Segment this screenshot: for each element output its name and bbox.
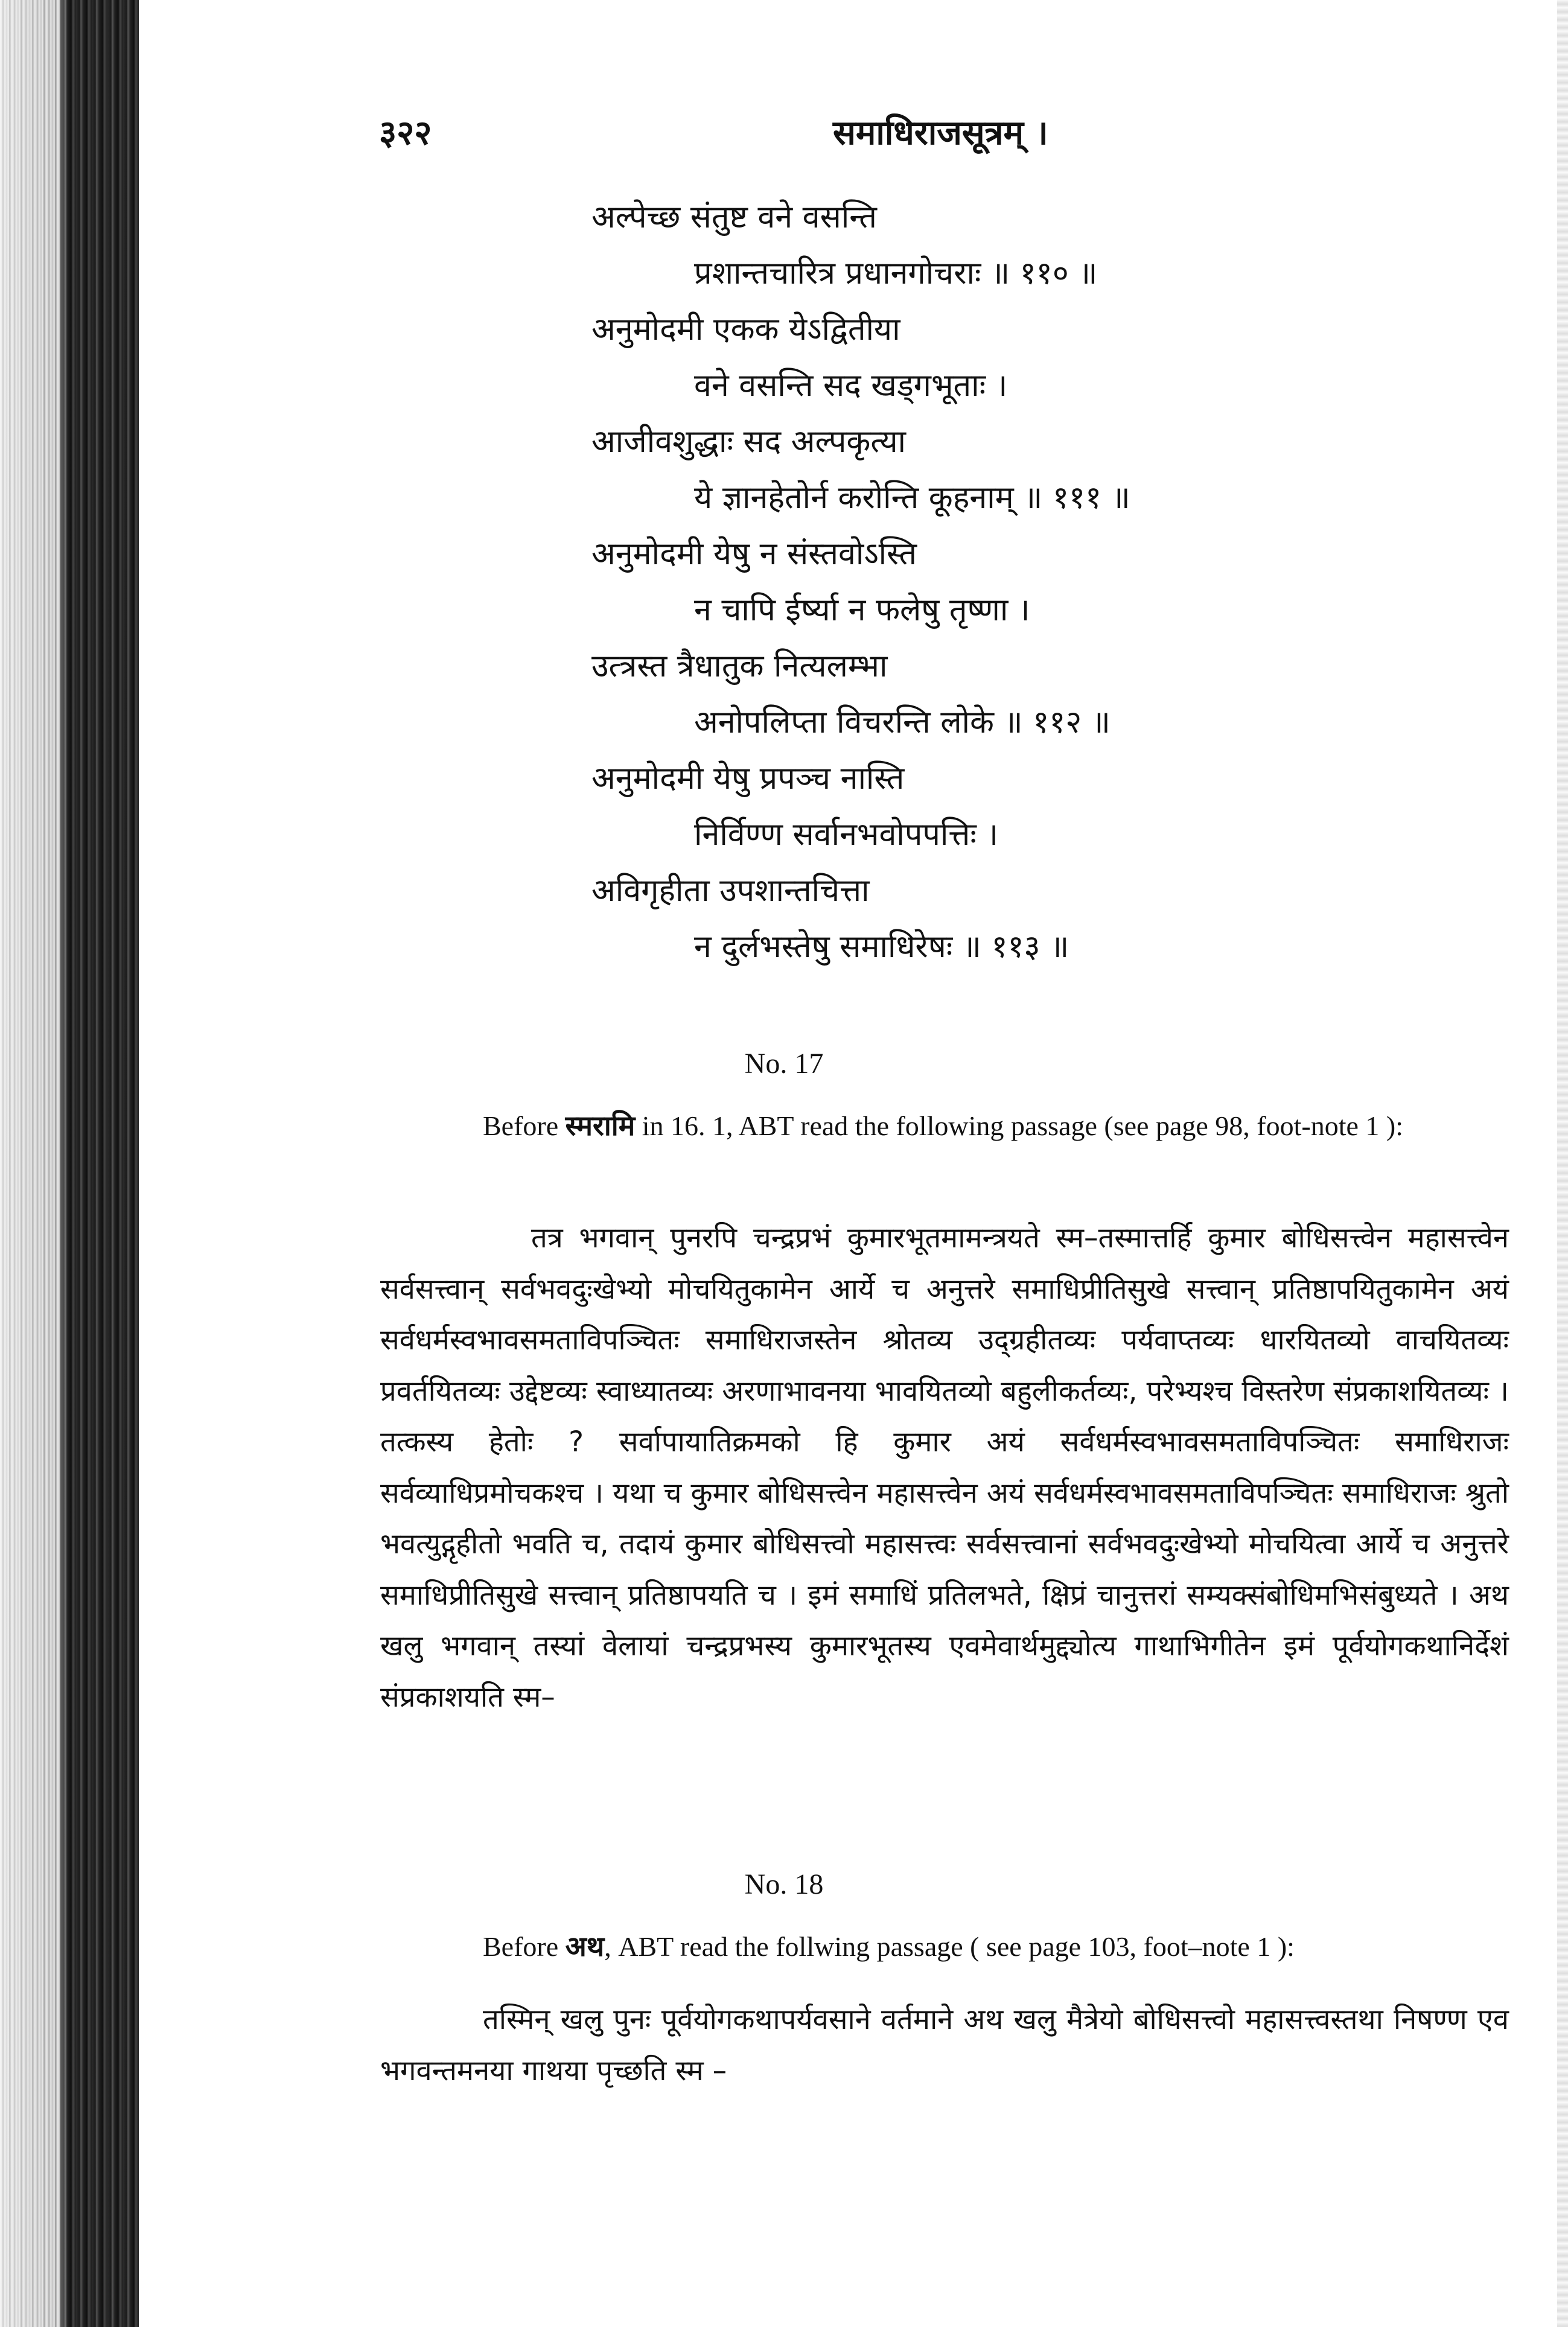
scan-binding-gutter: [60, 0, 139, 2327]
verse-line: प्रशान्तचारित्र प्रधानगोचराः ॥ ११० ॥: [694, 255, 1098, 291]
note-keyword: स्मरामि: [565, 1109, 636, 1142]
note-text: in 16. 1, ABT read the following passage (see page 98, foot-note 1 ):: [635, 1110, 1404, 1141]
verse-line: अनुमोदमी येषु न संस्तवोऽस्ति: [591, 536, 917, 572]
note-18: [380, 1925, 1509, 1968]
passage-18: [380, 1994, 1509, 2096]
section-heading-17: No. 17: [744, 1048, 824, 1080]
verse-line: अविगृहीता उपशान्तचित्ता: [591, 873, 870, 909]
scan-right-edge: [1557, 0, 1568, 2327]
verse-line: उत्त्रस्त त्रैधातुक नित्यलम्भा: [591, 648, 888, 684]
verse-block: [591, 190, 1376, 976]
verse-line: अनुमोदमी एकक येऽद्वितीया: [591, 311, 900, 348]
note-17: [380, 1104, 1509, 1147]
verse-line: अनोपलिप्ता विचरन्ति लोके ॥ ११२ ॥: [694, 704, 1111, 740]
verse-line: वने वसन्ति सद खड्गभूताः ।: [694, 368, 1008, 404]
verse-line: आजीवशुद्धाः सद अल्पकृत्या: [591, 424, 907, 460]
section-heading-18: No. 18: [744, 1868, 824, 1900]
verse-line: अल्पेच्छ संतुष्ट वने वसन्ति: [591, 199, 877, 235]
page-number: ३२२: [379, 113, 432, 153]
verse-line: न चापि ईर्ष्या न फलेषु तृष्णा ।: [694, 592, 1030, 628]
note-keyword: अथ: [565, 1930, 605, 1963]
running-title: समाधिराजसूत्रम् ।: [833, 113, 1048, 153]
verse-line: ये ज्ञानहेतोर्न करोन्ति कूहनाम् ॥ १११ ॥: [694, 480, 1130, 516]
passage-text: तत्र भगवान् पुनरपि चन्द्रप्रभं कुमारभूतमामन्त्रयते स्म–तस्मात्तर्हि कुमार बोधिसत्त्वेन महासत्त्वेन सर्वसत्त्वान् सर्वभवदुःखेभ्यो मोचयितुकामेन आर्ये च अनुत्तरे समाधिप्रीतिसुखे सत्त्वान् प्रतिष्ठापयितुकामेन अयं सर्वधर्मस्वभावसमताविपञ्चितः समाधिराजस्तेन श्रोतव्य उद्ग्रहीतव्यः पर्यवाप्तव्यः धारयितव्यो वाचयितव्यः प्रवर्तयितव्यः उद्देष्टव्यः स्वाध्यातव्यः अरणाभावनया भावयितव्यो बहुलीकर्तव्यः, परेभ्यश्च विस्तरेण संप्रकाशयितव्यः । तत्कस्य हेतोः ? सर्वापायातिक्रमको हि कुमार अयं सर्वधर्मस्वभावसमताविपञ्चितः समाधिराजः सर्वव्याधिप्रमोचकश्च । यथा च कुमार बोधिसत्त्वेन महासत्त्वेन अयं सर्वधर्मस्वभावसमताविपञ्चितः समाधिराजः श्रुतो भवत्युद्गृहीतो भवति च, तदायं कुमार बोधिसत्त्वो महासत्त्वः सर्वसत्त्वानां सर्वभवदुःखेभ्यो मोचयित्वा आर्ये च अनुत्तरे समाधिप्रीतिसुखे सत्त्वान् प्रतिष्ठापयति च । इमं समाधिं प्रतिलभते, क्षिप्रं चानुत्तरां सम्यक्संबोधिमभिसंबुध्यते । अथ खलु भगवान् तस्यां वेलायां चन्द्रप्रभस्य कुमारभूतस्य एवमेवार्थमुद्द्योत्य गाथाभिगीतेन इमं पूर्वयोगकथानिर्देशं संप्रकाशयति स्म–: [380, 1221, 1509, 1714]
scan-binding-fade: [0, 0, 66, 2327]
note-prefix: Before: [483, 1931, 566, 1962]
verse-line: निर्विण्ण सर्वानभवोपपत्तिः ।: [694, 817, 999, 853]
verse-line: न दुर्लभस्तेषु समाधिरेषः ॥ ११३ ॥: [694, 929, 1069, 965]
note-prefix: Before: [483, 1110, 566, 1141]
note-text: , ABT read the follwing passage ( see page 103, foot–note 1 ):: [604, 1931, 1295, 1962]
verse-line: अनुमोदमी येषु प्रपञ्च नास्ति: [591, 760, 905, 797]
passage-17: [380, 1213, 1509, 1723]
passage-text: तस्मिन् खलु पुनः पूर्वयोगकथापर्यवसाने वर्तमाने अथ खलु मैत्रेयो बोधिसत्त्वो महासत्त्वस्तथा निषण्ण एव भगवन्तमनया गाथया पृच्छति स्म –: [380, 2003, 1509, 2087]
